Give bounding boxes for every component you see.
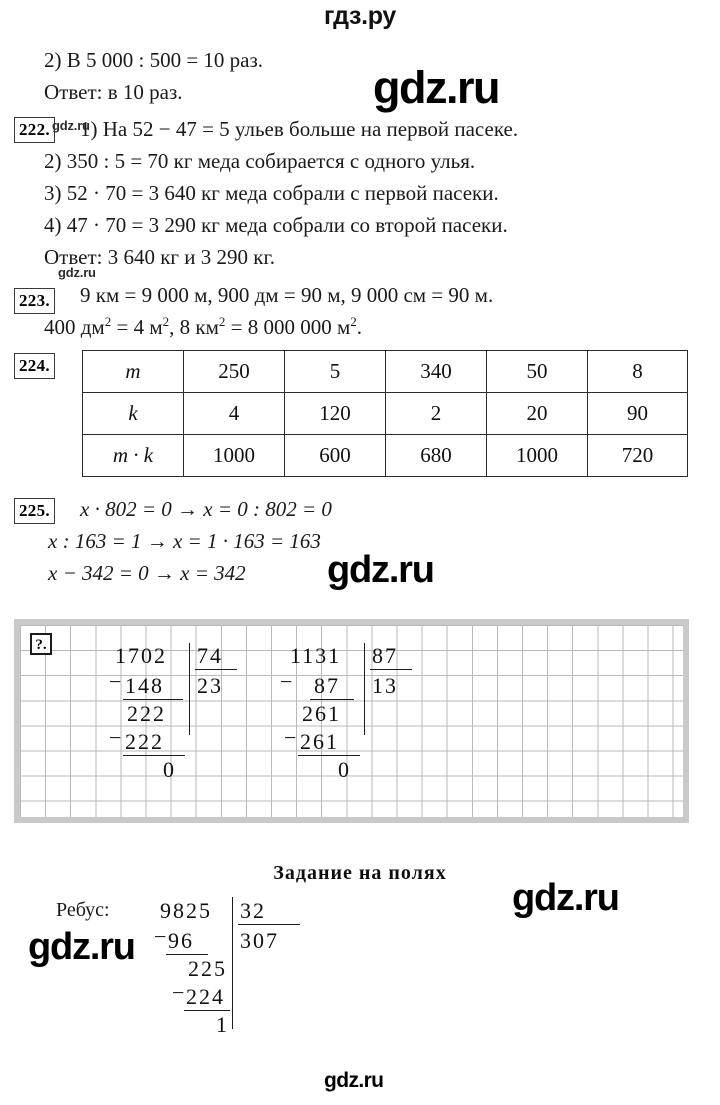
223-l2-c: , 8 км <box>169 315 219 339</box>
solution-222-line-3: 3) 52 · 70 = 3 640 кг меда собрали с первой пасеки. <box>44 181 499 205</box>
ld2-remainder-1: 261 <box>302 701 341 726</box>
watermark-gdz-small-2: gdz.ru <box>58 265 96 280</box>
223-l2-sup3: 2 <box>218 314 226 329</box>
margin-task-title: Задание на полях <box>273 862 447 884</box>
ld1-subtrahend-1: 148 <box>125 673 164 698</box>
ld1-quotient: 23 <box>197 673 223 698</box>
rebus-dividend: 9825 <box>160 898 212 923</box>
table-cell: 50 <box>487 351 588 393</box>
rebus-subtrahend-1: 96 <box>168 928 194 953</box>
223-l2-sup2: 2 <box>162 314 170 329</box>
table-cell: 120 <box>285 393 386 435</box>
margin-task-label: Ребус: <box>56 899 110 921</box>
rebus-remainder-1: 225 <box>188 956 227 981</box>
table-cell: 720 <box>588 435 688 477</box>
rebus-subtrahend-2: 224 <box>186 984 225 1009</box>
ld2-dividend: 1131 <box>290 643 342 668</box>
ld2-subtrahend-2: 261 <box>300 729 339 754</box>
solution-222-line-1: 1) На 52 − 47 = 5 ульев больше на первой пасеке. <box>80 117 519 141</box>
table-row-label: m <box>83 351 184 393</box>
223-l2-e: . <box>356 315 363 339</box>
ld2-quotient: 13 <box>372 673 398 698</box>
squared-paper-panel <box>14 619 689 823</box>
table-cell: 90 <box>588 393 688 435</box>
table-row <box>83 351 688 393</box>
watermark-gdz-4: gdz.ru <box>28 926 135 968</box>
solution-222-line-2: 2) 350 : 5 = 70 кг меда собирается с одного улья. <box>44 149 476 173</box>
solution-line-prev-2: Ответ: в 10 раз. <box>44 80 183 104</box>
ld1-underline-1 <box>123 699 183 700</box>
exercise-number-223: 223. <box>14 288 55 314</box>
watermark-gdz-1: gdz.ru <box>373 62 499 113</box>
ld1-underline-2 <box>123 755 185 756</box>
ld1-final-remainder: 0 <box>163 757 176 782</box>
watermark-gdz-2: gdz.ru <box>327 549 434 591</box>
rebus-divisor: 32 <box>240 898 266 923</box>
solution-225-line-2: x : 163 = 1 → x = 1 · 163 = 163 <box>48 529 321 553</box>
watermark-gdz-bottom: gdz.ru <box>324 1069 384 1092</box>
table-row <box>83 435 688 477</box>
exercise-number-224: 224. <box>14 353 55 379</box>
rebus-minus-2: − <box>172 980 185 1005</box>
ld1-divisor: 74 <box>197 643 223 668</box>
watermark-gdz-small-1: gdz.ru <box>52 118 90 133</box>
site-logo: гдз.ру <box>323 2 397 30</box>
solution-223-line-2 <box>44 315 362 338</box>
223-l2-d: = 8 000 000 м <box>225 315 351 339</box>
table-cell: 4 <box>184 393 285 435</box>
rebus-final-remainder: 1 <box>216 1012 229 1037</box>
table-cell: 5 <box>285 351 386 393</box>
exercise-number-222: 222. <box>14 117 55 143</box>
table-row <box>83 393 688 435</box>
ld1-subtrahend-2: 222 <box>125 729 164 754</box>
ld1-vertical-bar <box>189 643 190 735</box>
223-l2-sup4: 2 <box>350 314 357 329</box>
table-224 <box>82 350 688 477</box>
ld2-subtrahend-1: 87 <box>314 673 340 698</box>
rebus-divisor-underline <box>238 924 300 925</box>
ld2-minus-2: − <box>284 725 297 750</box>
table-cell: 1000 <box>184 435 285 477</box>
ld2-minus-1: − <box>280 669 293 694</box>
table-row-label: m · k <box>83 435 184 477</box>
ld1-dividend: 1702 <box>115 643 167 668</box>
ld1-divisor-underline <box>195 669 237 670</box>
solution-223-line-1: 9 км = 9 000 м, 900 дм = 90 м, 9 000 см = 90 м. <box>80 283 494 307</box>
ld2-divisor-underline <box>370 669 412 670</box>
table-cell: 680 <box>386 435 487 477</box>
223-l2-a: 400 дм <box>44 315 105 339</box>
rebus-underline-2 <box>184 1010 230 1011</box>
solution-225-line-3: x − 342 = 0 → x = 342 <box>48 561 246 585</box>
ld2-underline-2 <box>298 755 360 756</box>
table-cell: 250 <box>184 351 285 393</box>
ld1-minus-2: − <box>109 725 122 750</box>
table-cell: 600 <box>285 435 386 477</box>
ld2-final-remainder: 0 <box>338 757 351 782</box>
solution-222-answer: Ответ: 3 640 кг и 3 290 кг. <box>44 245 275 269</box>
ld1-minus-1: − <box>109 669 122 694</box>
question-marker-icon: ?. <box>30 633 52 655</box>
solution-line-prev-1: 2) В 5 000 : 500 = 10 раз. <box>44 48 264 72</box>
rebus-quotient: 307 <box>240 928 279 953</box>
watermark-gdz-3: gdz.ru <box>512 877 619 919</box>
ld1-remainder-1: 222 <box>127 701 166 726</box>
rebus-vertical-bar <box>232 897 233 1029</box>
ld2-underline-1 <box>310 699 354 700</box>
table-cell: 8 <box>588 351 688 393</box>
table-cell: 2 <box>386 393 487 435</box>
table-cell: 340 <box>386 351 487 393</box>
exercise-number-225: 225. <box>14 498 55 524</box>
rebus-underline-1 <box>166 954 208 955</box>
solution-225-line-1: x · 802 = 0 → x = 0 : 802 = 0 <box>80 497 332 521</box>
223-l2-sup1: 2 <box>104 314 112 329</box>
table-cell: 20 <box>487 393 588 435</box>
solution-222-line-4: 4) 47 · 70 = 3 290 кг меда собрали со второй пасеки. <box>44 213 508 237</box>
table-cell: 1000 <box>487 435 588 477</box>
ld2-divisor: 87 <box>372 643 398 668</box>
ld2-vertical-bar <box>364 643 365 735</box>
table-row-label: k <box>83 393 184 435</box>
223-l2-b: = 4 м <box>111 315 163 339</box>
rebus-minus-1: − <box>154 924 167 949</box>
